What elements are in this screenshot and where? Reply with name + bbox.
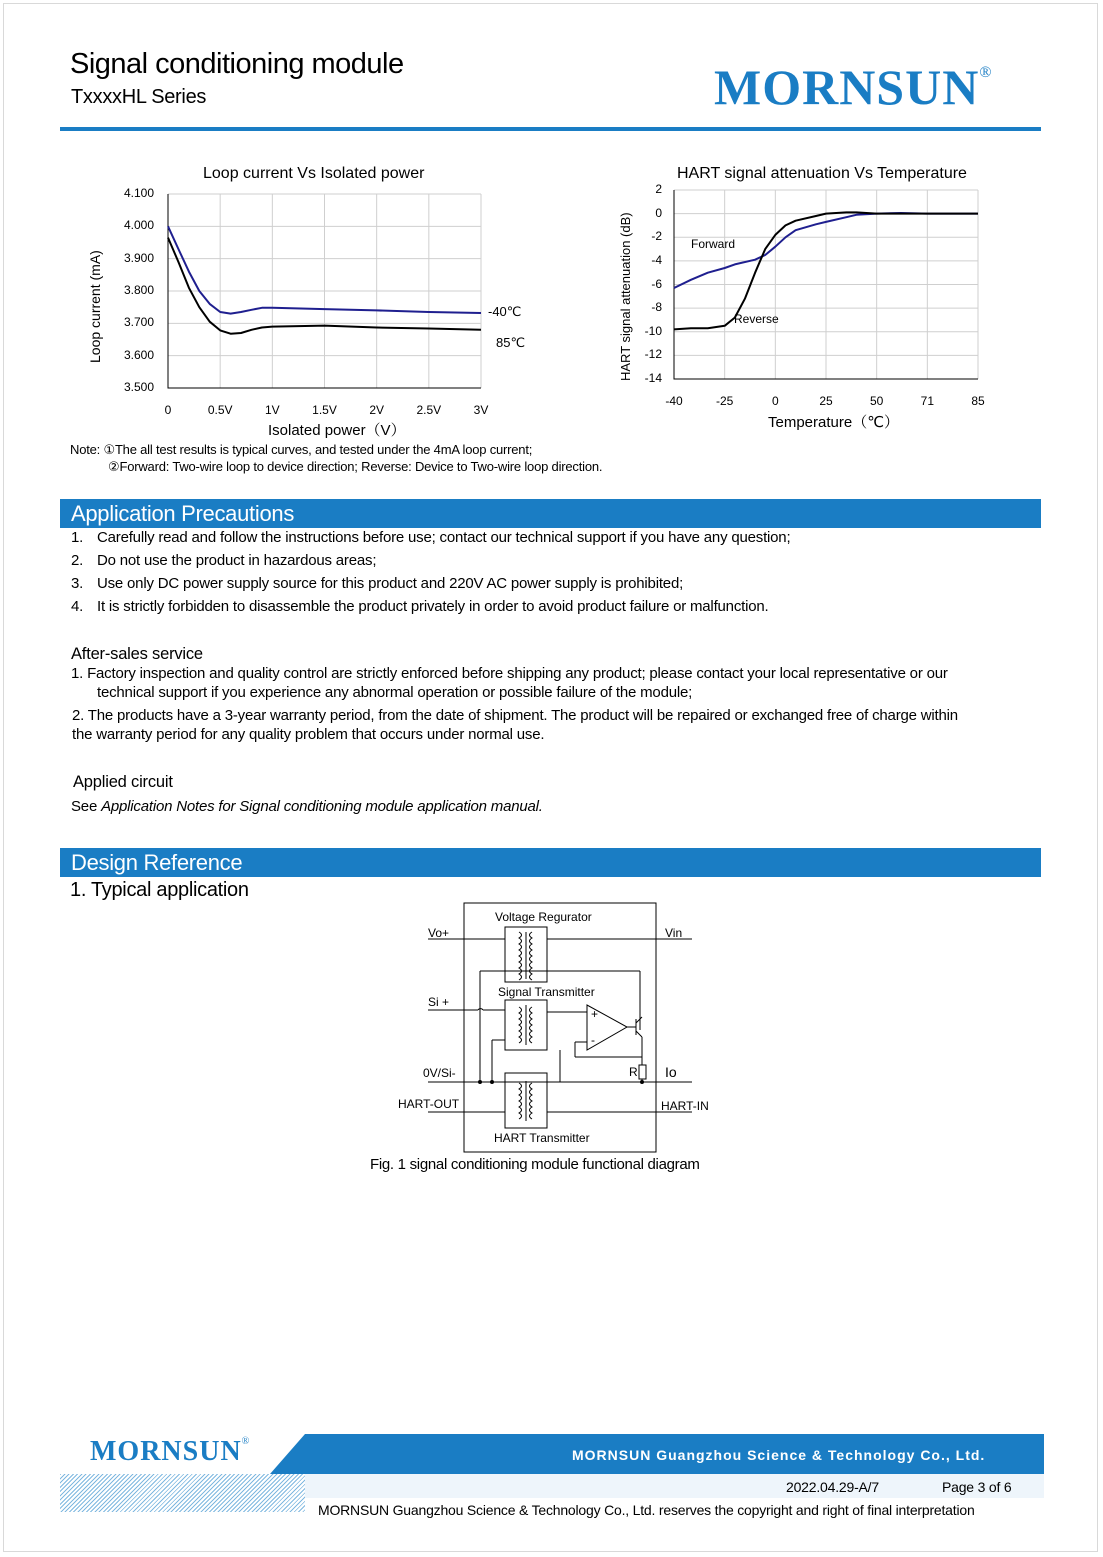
footer-band-slant [270, 1434, 305, 1474]
diagram-label-si-plus: Si + [428, 995, 450, 1009]
diagram-label-signal-transmitter: Signal Transmitter [498, 985, 595, 999]
chart2-xtick: 25 [819, 394, 833, 408]
footer-logo: MORNSUN® [90, 1436, 251, 1467]
chart1-grid [168, 194, 481, 388]
chart1-xtick: 0 [164, 403, 172, 417]
diagram-label-io: Io [665, 1064, 677, 1080]
after-sales-item1-line1: 1. Factory inspection and quality control are strictly enforced before shipping any product; please contact your local representative or our [71, 665, 948, 682]
note-line-2: ②Forward: Two-wire loop to device direction; Reverse: Device to Two-wire loop direction. [108, 459, 603, 474]
chart2-ytick: -14 [644, 371, 662, 385]
chart1-xtick: 1.5V [312, 403, 337, 417]
diagram-label-vin: Vin [665, 926, 683, 940]
chart2-series-label-reverse: Reverse [734, 312, 779, 326]
page-title: Signal conditioning module [70, 48, 404, 80]
chart2-ytick: 0 [655, 205, 662, 220]
diagram-label-hart-out: HART-OUT [398, 1097, 460, 1111]
chart1-ytick: 3.700 [123, 315, 154, 330]
figure-caption: Fig. 1 signal conditioning module functional diagram [370, 1156, 700, 1173]
chart2-grid [674, 190, 978, 379]
chart1-xtick: 1V [264, 403, 280, 417]
section-application-precautions: Application Precautions [60, 499, 1041, 528]
diagram-label-r: R [629, 1065, 638, 1079]
footer-date-revision: 2022.04.29-A/7 [786, 1479, 879, 1495]
diagram-label-hart-transmitter: HART Transmitter [494, 1131, 590, 1145]
brand-logo: MORNSUN® [714, 59, 993, 115]
precaution-text: It is strictly forbidden to disassemble the product privately in order to avoid product failure or malfunction. [97, 598, 769, 615]
chart2-xtick: -40 [665, 394, 683, 408]
chart2-xtick: 50 [869, 394, 884, 408]
series-subtitle: TxxxxHL Series [71, 86, 207, 108]
after-sales-item2-line2: the warranty period for any quality problem that occurs under normal use. [72, 726, 545, 743]
chart2-ytick: -4 [651, 252, 662, 267]
chart1-ytick: 3.900 [123, 250, 154, 265]
chart2-ytick: -10 [644, 323, 662, 338]
diagram-label-voltage-regulator: Voltage Regurator [495, 910, 592, 924]
chart1-xtick: 2.5V [416, 403, 442, 417]
chart2-xlabel: Temperature（℃） [768, 414, 900, 431]
chart2-series-label-forward: Forward [691, 237, 736, 251]
footer-hatch [60, 1474, 305, 1512]
chart2-ytick: -12 [644, 347, 662, 362]
applied-circuit-text: See Application Notes for Signal conditioning module application manual. [71, 798, 543, 815]
diagram-label-minus: - [591, 1033, 595, 1047]
chart1-xlabel: Isolated power（V） [268, 422, 406, 439]
chart2-ytick: 2 [655, 182, 662, 196]
precaution-number: 1. [71, 529, 84, 546]
chart2-xtick: 85 [971, 394, 985, 408]
footer-company: MORNSUN Guangzhou Science & Technology Co., Ltd. [572, 1447, 986, 1463]
chart1-series-label-85: 85℃ [496, 335, 526, 350]
chart1-svg [0, 0, 1103, 450]
typical-application-heading: 1. Typical application [70, 879, 249, 901]
chart2-ylabel: HART signal attenuation (dB) [618, 212, 633, 381]
precaution-text: Carefully read and follow the instructions before use; contact our technical support if you have any question; [97, 529, 791, 546]
application-notes-link[interactable]: Application Notes for Signal conditioning module application manual. [101, 798, 543, 815]
precaution-text: Use only DC power supply source for this product and 220V AC power supply is prohibited; [97, 575, 684, 592]
chart1-xtick: 3V [473, 403, 489, 417]
chart1-series-label-minus40: -40℃ [488, 304, 522, 319]
precaution-text: Do not use the product in hazardous areas; [97, 552, 377, 569]
after-sales-item2-line1: 2. The products have a 3-year warranty period, from the date of shipment. The product will be repaired or exchanged free of charge within [72, 707, 958, 724]
chart1-ytick: 4.000 [123, 218, 154, 233]
chart1-xtick: 2V [369, 403, 384, 417]
applied-circuit-heading: Applied circuit [73, 773, 173, 791]
precaution-number: 2. [71, 552, 84, 569]
note-line-1: Note: ①The all test results is typical curves, and tested under the 4mA loop current; [70, 442, 533, 457]
diagram-label-0v-si: 0V/Si- [423, 1066, 456, 1080]
footer-page-number: Page 3 of 6 [942, 1479, 1012, 1495]
chart2-ytick: -6 [651, 276, 662, 291]
after-sales-heading: After-sales service [71, 645, 203, 663]
chart1-ytick: 3.500 [123, 380, 154, 394]
precaution-number: 3. [71, 575, 84, 592]
chart2-xtick: 71 [920, 394, 935, 408]
chart1-ytick: 3.800 [123, 283, 154, 297]
chart2-ytick: -8 [651, 300, 662, 315]
chart1-ytick: 3.600 [123, 347, 154, 362]
diagram-label-plus: + [591, 1007, 599, 1021]
chart1-xtick: 0.5V [207, 403, 233, 417]
footer-copyright: MORNSUN Guangzhou Science & Technology Co., Ltd. reserves the copyright and right of final interpretation [318, 1502, 975, 1518]
diagram-label-vo-plus: Vo+ [428, 926, 450, 940]
chart1-title: Loop current Vs Isolated power [203, 165, 425, 182]
after-sales-item1-line2: technical support if you experience any abnormal operation or possible failure of the module; [97, 684, 693, 701]
chart2-ytick: -2 [651, 229, 662, 244]
chart2-xtick: -25 [715, 394, 734, 408]
chart2-title: HART signal attenuation Vs Temperature [677, 165, 967, 182]
diagram-label-hart-in: HART-IN [661, 1099, 709, 1113]
chart2-xtick: 0 [771, 394, 779, 408]
section-design-reference: Design Reference [60, 848, 1041, 877]
precaution-number: 4. [71, 598, 84, 615]
footer-light-band [305, 1474, 1044, 1498]
chart1-ytick: 4.100 [123, 186, 154, 200]
